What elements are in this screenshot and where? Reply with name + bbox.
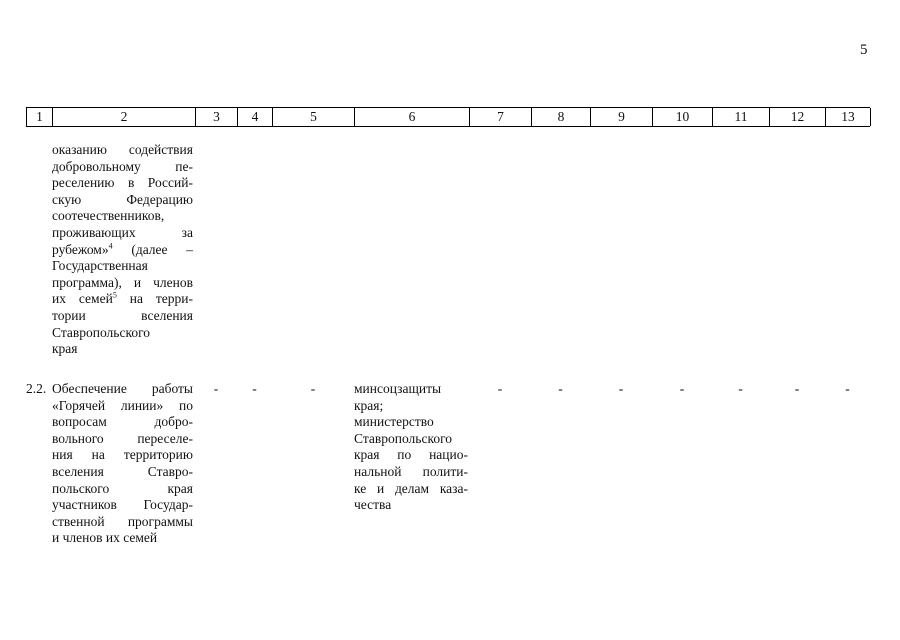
dash-col-9: - (618, 381, 624, 396)
row-2-2-col6-line: минсоцзащиты (354, 381, 442, 396)
header-cell-8: 8 (531, 108, 590, 126)
footnote-marker: 5 (112, 290, 117, 300)
row-number-2-2: 2.2. (26, 381, 47, 396)
continuation-text-line: добровольному пе- (52, 158, 193, 174)
continuation-text-line: их семей$^5$ на терри- (52, 290, 193, 307)
header-cell-12: 12 (769, 108, 825, 126)
dash-col-13: - (845, 381, 850, 396)
continuation-text-line: Ставропольского (52, 324, 151, 340)
continuation-text-line: края (52, 341, 78, 357)
row-2-2-column-6-text (354, 381, 468, 514)
row-2-2-col2-line: вопросам добро- (52, 414, 193, 430)
continuation-text-line: скую Федерацию (52, 191, 193, 207)
continuation-column-2-text (52, 142, 193, 358)
continuation-text-line: программа), и членов (52, 274, 193, 290)
header-cell-13: 13 (825, 108, 871, 126)
continuation-text-line: проживающих за (52, 224, 193, 240)
row-2-2-col6-line: чества (354, 497, 392, 513)
dash-col-5: - (310, 381, 316, 396)
footnote-marker: 4 (108, 241, 113, 251)
row-2-2-col2-line: Обеспечение работы (52, 381, 193, 396)
dash-col-7: - (497, 381, 503, 396)
dash-col-10: - (679, 381, 685, 396)
continuation-text-line: оказанию содействия (52, 142, 193, 157)
row-2-2-col2-line: «Горячей линии» по (52, 397, 193, 413)
row-2-2-col2-line: вольного переселе- (52, 430, 193, 446)
continuation-text-line: соотечественников, (52, 208, 165, 224)
row-2-2-col2-line: польского края (52, 480, 193, 496)
continuation-text-line: реселению в Россий- (52, 175, 193, 191)
row-2-2-col2-line: вселения Ставро- (52, 463, 193, 479)
row-2-2-col2-line: ственной программы (52, 513, 193, 529)
row-2-2-col6-line: нальной полити- (354, 463, 468, 479)
header-cell-9: 9 (590, 108, 652, 126)
header-cell-1: 1 (26, 108, 52, 126)
header-cell-7: 7 (469, 108, 531, 126)
table-header-row (26, 107, 870, 127)
header-cell-4: 4 (237, 108, 272, 126)
header-cell-5: 5 (272, 108, 354, 126)
dash-col-4: - (252, 381, 257, 396)
dash-col-3: - (213, 381, 219, 396)
dash-col-12: - (794, 381, 800, 396)
page-number: 5 (860, 42, 868, 58)
continuation-text-line: рубежом»$^4$ (далее – (52, 241, 193, 257)
row-2-2-col2-line: участников Государ- (52, 497, 193, 513)
header-cell-2: 2 (52, 108, 195, 126)
header-cell-11: 11 (712, 108, 769, 126)
row-2-2-col2-line: ния на территорию (52, 447, 193, 463)
header-cell-6: 6 (354, 108, 469, 126)
row-2-2-col6-line: Ставропольского (354, 430, 453, 446)
row-2-2-column-2-text (52, 381, 193, 547)
dash-col-8: - (558, 381, 563, 396)
row-2-2-col6-line: края; (354, 397, 384, 413)
row-2-2-col2-line: и членов их семей (52, 530, 158, 546)
row-2-2-col6-line: министерство (354, 414, 434, 430)
header-cell-10: 10 (652, 108, 712, 126)
continuation-text-line: тории вселения (52, 307, 193, 323)
dash-col-11: - (738, 381, 743, 396)
continuation-text-line: Государственная (52, 258, 148, 274)
header-cell-3: 3 (195, 108, 237, 126)
row-2-2-col6-line: края по нацио- (354, 447, 468, 463)
row-2-2-col6-line: ке и делам каза- (354, 480, 468, 496)
